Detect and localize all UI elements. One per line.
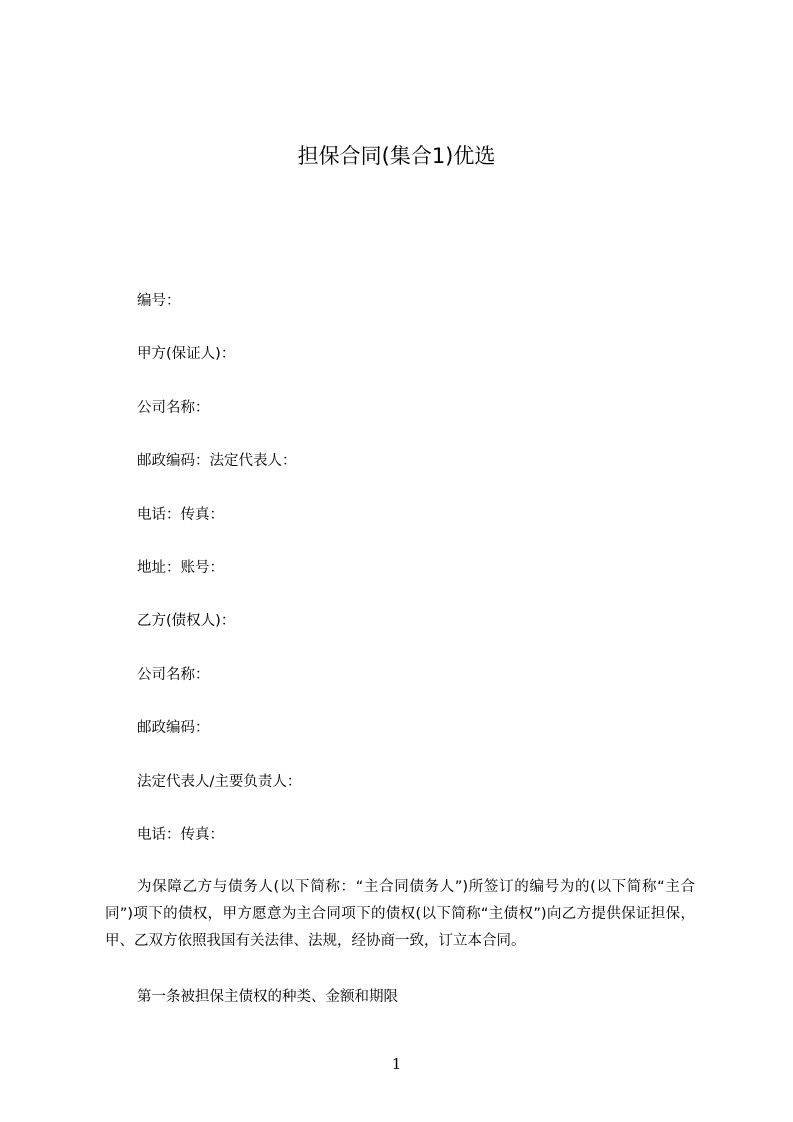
field-contract-number: 编号： [137, 293, 181, 309]
field-party-a-phone-fax: 电话：传真： [137, 507, 224, 523]
field-party-a-company: 公司名称： [137, 400, 210, 416]
field-party-b-postcode: 邮政编码： [137, 720, 210, 736]
page-number: 1 [391, 1055, 402, 1073]
field-party-b-company: 公司名称： [137, 667, 210, 683]
field-party-a-address-account: 地址：账号： [137, 560, 224, 576]
document-title: 担保合同(集合1)优选 [297, 144, 496, 168]
article-1-heading: 第一条被担保主债权的种类、金额和期限 [137, 989, 398, 1005]
field-party-b-representative: 法定代表人/主要负责人： [137, 774, 302, 790]
field-party-b-phone-fax: 电话：传真： [137, 827, 224, 843]
field-party-b: 乙方(债权人)： [137, 613, 236, 629]
field-party-a-postcode-representative: 邮政编码：法定代表人： [137, 453, 297, 469]
field-party-a: 甲方(保证人)： [137, 346, 236, 362]
intro-paragraph: 为保障乙方与债务人(以下简称：“主合同债务人”)所签订的编号为的(以下简称“主合同”)项下的债权，甲方愿意为主合同项下的债权(以下简称“主债权”)向乙方提供保证担保，甲、乙双方依照我国有关法律、法规，经协商一致，订立本合同。 [105, 879, 695, 949]
